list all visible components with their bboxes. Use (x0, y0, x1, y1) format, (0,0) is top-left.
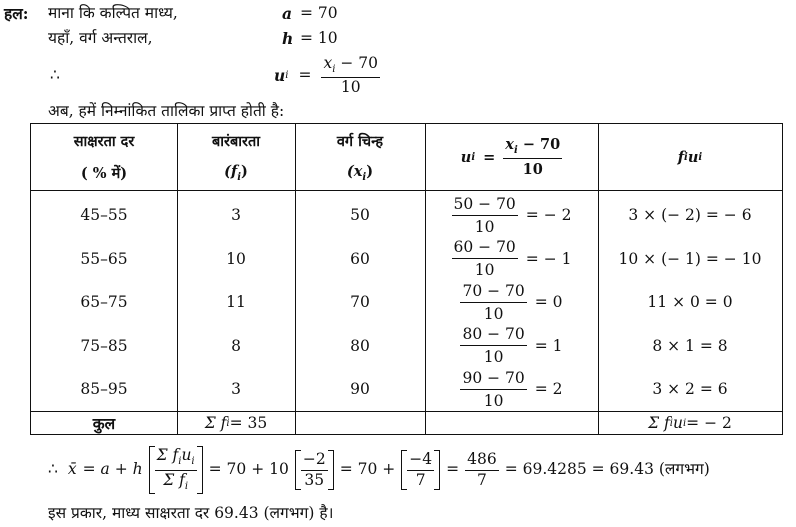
total-sum-fu-u: u (672, 414, 683, 432)
ui-denominator: 10 (340, 78, 361, 97)
row-literacy-range: 45–55 (80, 206, 128, 224)
row-class-mark: 90 (350, 380, 370, 398)
row-ui-numerator: 80 − 70 (460, 325, 526, 346)
formula-eq3: = 70 + (339, 460, 396, 479)
row-ui-value: = − 1 (525, 249, 572, 268)
total-sum-fu-sub2: i (682, 417, 687, 429)
row-literacy-range: 65–75 (80, 293, 128, 311)
formula-frac1-den (163, 471, 188, 492)
row-ui (425, 368, 598, 410)
assumed-mean-var: a (282, 4, 293, 23)
assumed-mean-text: माना कि कल्पित माध्य, (48, 4, 178, 22)
formula-frac4-num: 486 (465, 452, 499, 471)
total-sum-f-value: = 35 (229, 414, 268, 432)
row-ui-numerator: 60 − 70 (452, 238, 518, 259)
literacy-table (30, 123, 783, 435)
formula-xbar: x̄ (67, 460, 77, 479)
row-fiui: 10 × (− 1) = − 10 (618, 249, 762, 268)
row-ui (425, 238, 598, 280)
row-ui-denominator: 10 (474, 217, 495, 236)
header-frequency-line2 (224, 163, 248, 183)
row-ui-fraction (452, 238, 518, 279)
formula-frac1-num-sum: Σ f (156, 446, 179, 465)
formula-fraction-2 (301, 452, 328, 488)
header-ui-num-var: x (505, 136, 514, 154)
header-ui-lhs-sub: i (471, 151, 476, 163)
header-class-mark (295, 124, 425, 190)
formula-fraction-1 (155, 448, 197, 491)
row-frequency: 11 (226, 293, 246, 311)
header-ui-num-rest: − 70 (517, 136, 561, 154)
row-fiui: 3 × (− 2) = − 6 (628, 206, 752, 224)
header-class-mark-xi: (x (346, 163, 363, 181)
formula-frac1-den-sub: i (184, 480, 189, 492)
class-interval-var: h (282, 29, 294, 48)
header-frequency-line1: बारंबारता (212, 133, 260, 151)
row-ui (425, 325, 598, 367)
row-class-mark: 70 (350, 293, 370, 311)
total-sum-fu-sub1: i (669, 417, 673, 429)
row-ui-denominator: 10 (483, 391, 504, 410)
ui-lhs: u (274, 66, 286, 86)
total-sum-f-symbol: Σ f (204, 414, 227, 432)
row-ui-numerator: 70 − 70 (460, 282, 526, 303)
formula-eq1: = a + h (82, 460, 143, 479)
therefore-symbol: ∴ (50, 66, 60, 84)
row-ui-denominator: 10 (483, 304, 504, 323)
header-ui-numerator (503, 136, 562, 159)
header-class-mark-line2 (347, 163, 373, 183)
row-ui-value: = 0 (534, 293, 563, 311)
formula-frac3-den: 7 (415, 470, 426, 489)
header-divider (31, 190, 782, 191)
row-ui-value: = 2 (534, 380, 563, 398)
row-fiui: 3 × 2 = 6 (652, 380, 728, 398)
ui-fraction (321, 56, 380, 96)
header-ui-eq: = (483, 148, 496, 166)
formula-frac1-den-sum: Σ f (163, 470, 185, 489)
mean-formula (48, 446, 710, 494)
formula-bracket-1 (149, 446, 203, 493)
row-frequency: 8 (231, 336, 241, 355)
row-class-mark: 50 (350, 206, 370, 224)
formula-frac4-den: 7 (476, 470, 487, 489)
row-ui-numerator: 50 − 70 (452, 195, 518, 216)
header-ui-lhs: u (460, 148, 472, 166)
row-ui-fraction (460, 369, 526, 410)
row-ui-denominator: 10 (474, 261, 495, 279)
row-fiui: 11 × 0 = 0 (647, 293, 733, 311)
formula-frac1-num-u: u (181, 446, 192, 465)
row-fiui: 8 × 1 = 8 (652, 336, 728, 355)
header-literacy-rate-line1: साक्षरता दर (73, 133, 135, 150)
formula-eq2: = 70 + 10 (208, 460, 289, 479)
header-frequency (177, 124, 295, 190)
header-frequency-close: ) (241, 163, 248, 181)
formula-frac2-den: 35 (304, 470, 325, 489)
row-ui-fraction (460, 282, 526, 323)
header-fiui-sub1: i (684, 151, 688, 163)
row-ui-denominator: 10 (483, 348, 504, 366)
ui-numerator (321, 56, 380, 78)
formula-bracket-3 (401, 450, 440, 490)
table-intro: अब, हमें निम्नांकित तालिका प्राप्त होती है: (48, 102, 285, 120)
row-class-mark: 60 (350, 249, 370, 268)
row-frequency: 3 (231, 206, 241, 224)
total-label: कुल (92, 414, 116, 433)
total-sum-f (177, 412, 295, 434)
total-sum-fu (598, 412, 782, 434)
header-frequency-fi-sub: i (237, 171, 242, 183)
ui-eq: = (298, 66, 312, 85)
ui-definition (274, 56, 380, 96)
formula-frac3-num: −4 (407, 452, 434, 471)
row-ui-fraction (452, 195, 518, 236)
formula-therefore: ∴ (48, 460, 58, 479)
header-class-mark-xi-sub: i (362, 171, 367, 183)
header-class-mark-close: ) (366, 163, 374, 181)
total-sum-f-sub: i (226, 417, 230, 429)
header-literacy-rate (31, 124, 177, 190)
total-sum-fu-symbol: Σ f (648, 414, 670, 432)
header-fiui-u: u (687, 148, 699, 166)
formula-fraction-4 (465, 452, 499, 488)
formula-eq4: = (446, 460, 460, 479)
header-ui (425, 124, 598, 190)
ui-num-rest: − 70 (335, 54, 379, 72)
row-ui-value: = 1 (534, 336, 563, 355)
formula-result: = 69.4285 = 69.43 (लगभग) (504, 460, 710, 479)
formula-frac1-num-sub2: i (191, 456, 195, 468)
formula-bracket-2 (295, 450, 334, 490)
formula-fraction-3 (407, 452, 434, 488)
header-fiui-sub2: i (698, 151, 703, 163)
row-ui-value: = − 2 (525, 206, 572, 224)
assumed-mean-value: = 70 (300, 4, 338, 22)
header-frequency-fi: (f (224, 163, 238, 181)
ui-num-var: x (323, 54, 333, 72)
header-ui-num-sub: i (513, 144, 518, 156)
row-ui-fraction (460, 325, 526, 366)
header-fiui-f: f (677, 148, 685, 166)
row-frequency: 3 (231, 380, 241, 398)
header-class-mark-line1: वर्ग चिन्ह (336, 133, 384, 151)
ui-num-sub: i (332, 64, 336, 76)
row-literacy-range: 85–95 (80, 380, 128, 398)
solution-label: हल: (4, 4, 29, 23)
row-class-mark: 80 (350, 336, 370, 355)
header-fiui (598, 124, 782, 190)
row-ui (425, 281, 598, 323)
conclusion-text: इस प्रकार, माध्य साक्षरता दर 69.43 (लगभग) है। (48, 504, 334, 522)
class-interval-text: यहाँ, वर्ग अन्तराल, (48, 29, 153, 47)
class-interval-value: = 10 (300, 29, 338, 47)
header-ui-fraction (503, 136, 562, 178)
row-literacy-range: 55–65 (80, 249, 128, 268)
formula-frac1-num (155, 448, 197, 470)
row-ui (425, 194, 598, 236)
header-literacy-rate-line2: ( % में) (80, 165, 128, 182)
ui-lhs-sub: i (285, 69, 289, 81)
header-ui-denominator: 10 (522, 160, 543, 178)
row-ui-numerator: 90 − 70 (460, 369, 526, 390)
total-sum-fu-value: = − 2 (686, 414, 732, 432)
row-frequency: 10 (226, 249, 246, 268)
row-literacy-range: 75–85 (80, 336, 128, 355)
formula-frac2-num: −2 (301, 452, 328, 471)
formula-frac1-num-sub: i (178, 456, 182, 468)
